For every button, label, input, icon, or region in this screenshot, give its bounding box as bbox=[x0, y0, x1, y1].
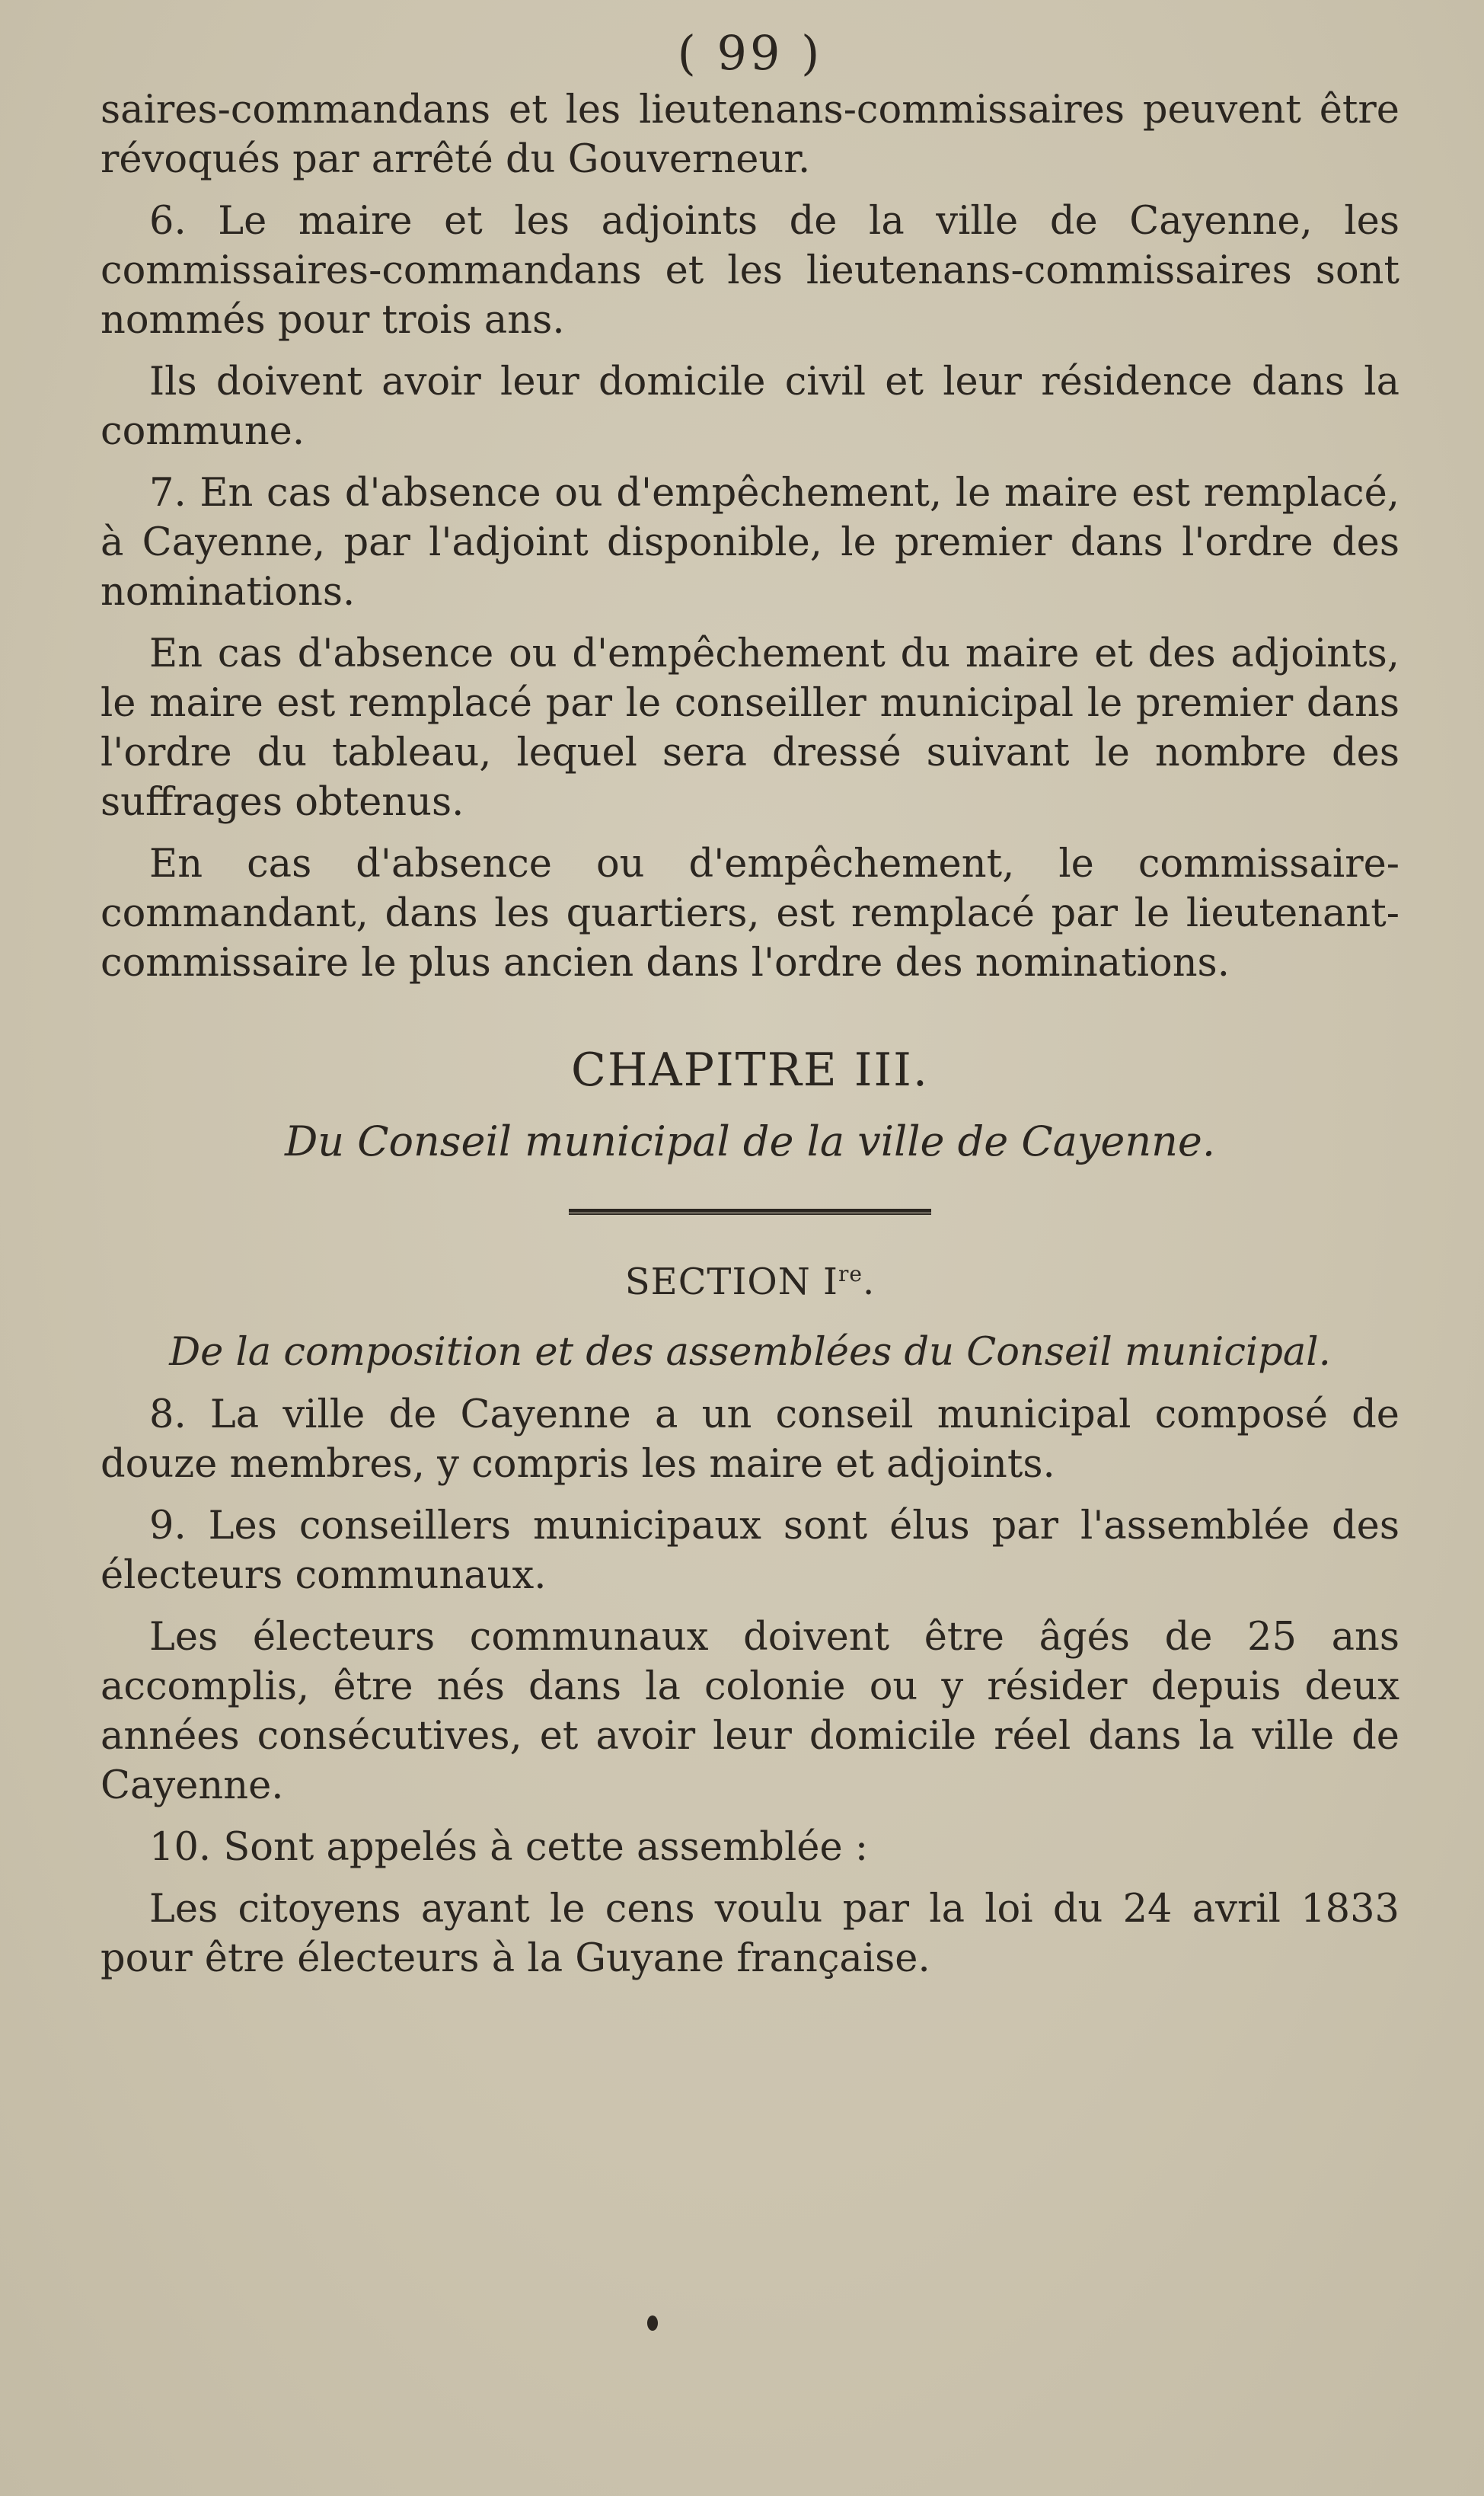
chapter-subtitle: Du Conseil municipal de la ville de Cayenne. bbox=[284, 1117, 1216, 1165]
ink-speck bbox=[647, 2315, 658, 2331]
article-6: 6. Le maire et les adjoints de la ville de Cayenne, les commissaires-commandans et les lieutenans-commissaires sont nommés pour trois ans. bbox=[101, 199, 1399, 343]
page-content bbox=[101, 23, 1399, 1983]
chapter-title: CHAPITRE III. bbox=[571, 1043, 929, 1097]
article-7: 7. En cas d'absence ou d'empêchement, le maire est remplacé, à Cayenne, par l'adjoint disponible, le premier dans l'ordre des nominations. bbox=[101, 471, 1399, 615]
article-6-domicile: Ils doivent avoir leur domicile civil et leur résidence dans la commune. bbox=[101, 360, 1399, 454]
article-7-absence-maire: En cas d'absence ou d'empêchement du maire et des adjoints, le maire est remplacé par le conseiller municipal le premier dans l'ordre du tableau, lequel sera dressé suivant le nombre des suffrages obtenus. bbox=[101, 631, 1399, 825]
article-7-absence-commissaire: En cas d'absence ou d'empêchement, le commissaire-commandant, dans les quartiers, est remplacé par le lieutenant-commissaire le plus ancien dans l'ordre des nominations. bbox=[101, 842, 1399, 986]
paragraph-continuation: saires-commandans et les lieutenans-commissaires peuvent être révoqués par arrêté du Gouverneur. bbox=[101, 88, 1399, 182]
section-title bbox=[101, 1250, 1399, 1306]
article-8: 8. La ville de Cayenne a un conseil municipal composé de douze membres, y compris les maire et adjoints. bbox=[101, 1392, 1399, 1487]
section-title-text: SECTION I bbox=[624, 1261, 838, 1303]
section-title-end: . bbox=[862, 1261, 876, 1303]
section-title-sup: re bbox=[838, 1261, 863, 1286]
page-number: ( 99 ) bbox=[677, 25, 823, 81]
section-subtitle: De la composition et des assemblées du Conseil municipal. bbox=[169, 1330, 1331, 1375]
article-9-electeurs: Les électeurs communaux doivent être âgés de 25 ans accomplis, être nés dans la colonie ou y résider depuis deux années consécutives, et avoir leur domicile réel dans la ville de Cayenne. bbox=[101, 1615, 1399, 1808]
chapter-divider bbox=[569, 1209, 931, 1215]
article-10-citoyens: Les citoyens ayant le cens voulu par la loi du 24 avril 1833 pour être électeurs à la Guyane française. bbox=[101, 1887, 1399, 1981]
article-9: 9. Les conseillers municipaux sont élus par l'assemblée des électeurs communaux. bbox=[101, 1504, 1399, 1598]
article-10: 10. Sont appelés à cette assemblée : bbox=[149, 1825, 869, 1870]
